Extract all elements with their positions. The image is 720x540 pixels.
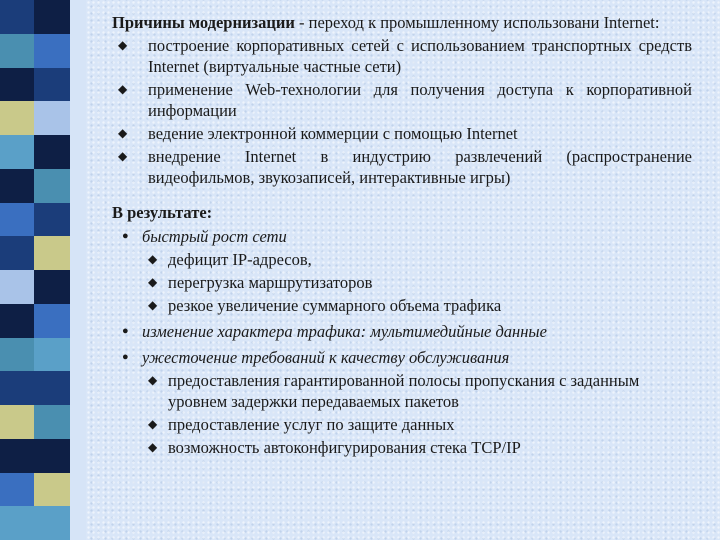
stripe-block (34, 473, 70, 507)
stripe-block (34, 101, 70, 135)
stripe-block (34, 34, 70, 68)
diamond-bullet-icon: ◆ (148, 417, 158, 431)
group-label-text: изменение характера трафика: мультимедийные данные (142, 322, 547, 341)
list-item (112, 123, 692, 144)
stripe-block (0, 203, 34, 237)
slide-content (112, 12, 692, 459)
stripe-block (0, 338, 34, 372)
stripe-block (0, 439, 34, 473)
section2-list (112, 226, 692, 458)
stripe-block (34, 169, 70, 203)
diamond-bullet-icon: ◆ (118, 38, 128, 52)
diamond-bullet-icon: ◆ (118, 82, 128, 96)
list-item-text: перегрузка маршрутизаторов (168, 273, 373, 292)
list-item-text: дефицит IP-адресов, (168, 250, 312, 269)
stripe-block (0, 34, 34, 68)
section1-heading (112, 12, 692, 33)
list-item-text: построение корпоративных сетей с использованием транспортных средств Internet (виртуальные частные сети) (148, 36, 692, 76)
stripe-block (34, 270, 70, 304)
stripe-block (34, 135, 70, 169)
diamond-bullet-icon: ◆ (118, 149, 128, 163)
stripe-block (0, 169, 34, 203)
section2-heading: В результате: (112, 203, 213, 222)
group-label (112, 347, 692, 368)
list-item (112, 249, 692, 270)
group-label (112, 226, 692, 247)
diamond-bullet-icon: ◆ (148, 298, 158, 312)
stripe-block (0, 270, 34, 304)
stripe-block (0, 304, 34, 338)
circle-bullet-icon: ● (122, 351, 129, 363)
list-item (112, 370, 692, 412)
diamond-bullet-icon: ◆ (148, 275, 158, 289)
stripe-block (34, 68, 70, 102)
stripe-block (0, 506, 34, 540)
list-item (112, 79, 692, 121)
stripe-block (34, 405, 70, 439)
stripe-block (0, 0, 34, 34)
section1-heading-bold: Причины модернизации (112, 13, 295, 32)
list-item-text: резкое увеличение суммарного объема трафика (168, 296, 502, 315)
circle-bullet-icon: ● (122, 230, 129, 242)
diamond-bullet-icon: ◆ (148, 440, 158, 454)
decorative-stripe (0, 0, 70, 540)
stripe-block (34, 338, 70, 372)
list-item (112, 35, 692, 77)
stripe-block (34, 236, 70, 270)
list-item (112, 146, 692, 188)
stripe-block (0, 135, 34, 169)
stripe-block (0, 68, 34, 102)
list-item-text: возможность автоконфигурирования стека TCP/IP (168, 438, 521, 457)
circle-bullet-icon: ● (122, 325, 129, 337)
stripe-block (34, 439, 70, 473)
diamond-bullet-icon: ◆ (148, 252, 158, 266)
diamond-bullet-icon: ◆ (148, 373, 158, 387)
group-label-text: быстрый рост сети (142, 227, 287, 246)
stripe-block (0, 236, 34, 270)
stripe-block (0, 371, 34, 405)
list-item-text: предоставления гарантированной полосы пропускания с заданным уровнем задержки передаваемых пакетов (168, 371, 640, 411)
list-item (112, 272, 692, 293)
section1-heading-rest: - переход к промышленному использовани Internet: (294, 13, 660, 32)
section1-list (112, 35, 692, 188)
list-item-text: предоставление услуг по защите данных (168, 415, 455, 434)
stripe-block (0, 101, 34, 135)
list-item-text: применение Web-технологии для получения доступа к корпоративной информации (148, 80, 692, 120)
stripe-block (34, 0, 70, 34)
list-item (112, 414, 692, 435)
list-item (112, 437, 692, 458)
list-item (112, 295, 692, 316)
group-label-text: ужесточение требований к качеству обслуживания (142, 348, 510, 367)
list-item-text: ведение электронной коммерции с помощью Internet (148, 124, 518, 143)
list-item-text: внедрение Internet в индустрию развлечений (распространение видеофильмов, звукозаписей, интерактивные игры) (148, 147, 692, 187)
stripe-block (34, 304, 70, 338)
stripe-block (0, 473, 34, 507)
stripe-block (34, 203, 70, 237)
group-label (112, 321, 692, 342)
diamond-bullet-icon: ◆ (118, 126, 128, 140)
stripe-block (0, 405, 34, 439)
stripe-block (34, 371, 70, 405)
stripe-block (34, 506, 70, 540)
